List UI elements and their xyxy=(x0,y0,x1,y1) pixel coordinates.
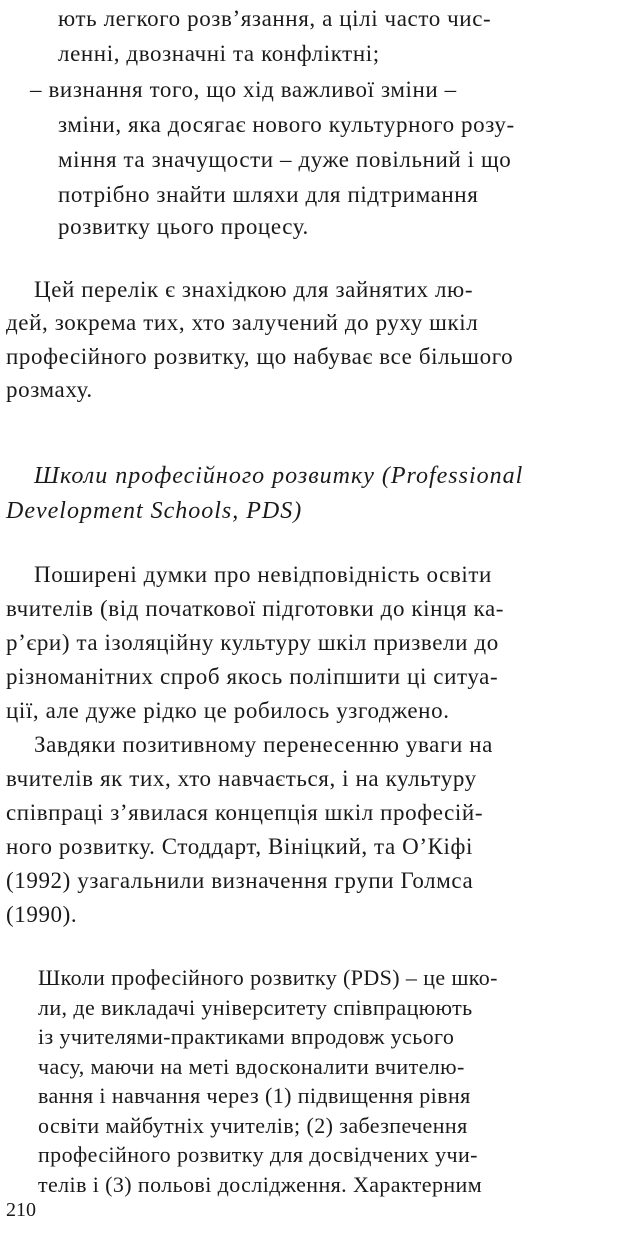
block-quote-line: Школи професійного розвитку (PDS) – це шко- xyxy=(38,965,498,990)
block-quote-line: освіти майбутніх учителів; (2) забезпечення xyxy=(38,1112,468,1138)
paragraph-line: вчителів (від початкової підготовки до кінця ка- xyxy=(6,596,505,621)
paragraph-line: Поширені думки про невідповідність освіти xyxy=(34,562,492,587)
list-continuation-line: ють легкого розв’язання, а цілі часто чис- xyxy=(58,6,492,31)
block-quote-line: вання і навчання через (1) підвищення рівня xyxy=(38,1083,471,1108)
list-item-line: міння та значущости – дуже повільний і що xyxy=(58,147,512,172)
paragraph-line: р’єри) та ізоляційну культуру шкіл призвели до xyxy=(6,630,499,655)
paragraph-line: співпраці з’явилася концепція шкіл професій- xyxy=(6,800,484,825)
section-heading: Школи професійного розвитку (Professional xyxy=(34,463,524,489)
paragraph-line: ції, але дуже рідко це робилось узгоджено. xyxy=(6,698,450,723)
block-quote-line: професійного розвитку для досвідчених учи- xyxy=(38,1142,478,1167)
paragraph-line: вчителів як тих, хто навчається, і на культуру xyxy=(6,766,477,791)
paragraph-line: професійного розвитку, що набуває все більшого xyxy=(6,344,514,369)
list-item-line: розвитку цього процесу. xyxy=(58,214,309,239)
block-quote-line: телів і (3) польові дослідження. Характерним xyxy=(38,1171,483,1197)
paragraph-line: ного розвитку. Стоддарт, Вініцкий, та О’Кіфі xyxy=(6,834,474,859)
paragraph-line: (1992) узагальнили визначення групи Голмса xyxy=(6,868,474,893)
block-quote-line: ли, де викладачі університету співпрацюють xyxy=(38,994,473,1020)
block-quote-line: із учителями-практиками впродовж усього xyxy=(38,1024,455,1049)
section-heading: Development Schools, PDS) xyxy=(6,498,303,524)
paragraph-line: Завдяки позитивному перенесенню уваги на xyxy=(34,732,493,757)
paragraph-line: розмаху. xyxy=(6,377,93,402)
list-item-line: потрібно знайти шляхи для підтримання xyxy=(58,182,479,207)
list-item-line: – визнання того, що хід важливої зміни – xyxy=(30,77,457,102)
list-continuation-line: ленні, двозначні та конфліктні; xyxy=(58,41,380,66)
list-item-line: зміни, яка досягає нового культурного розу- xyxy=(58,112,515,137)
paragraph-line: різноманітних спроб якось поліпшити ці ситуа- xyxy=(6,664,499,689)
paragraph-line: (1990). xyxy=(6,902,78,927)
page-number: 210 xyxy=(6,1199,36,1221)
block-quote-line: часу, маючи на меті вдосконалити вчителю- xyxy=(38,1053,465,1079)
paragraph-line: дей, зокрема тих, хто залучений до руху шкіл xyxy=(6,310,479,335)
paragraph-line: Цей перелік є знахідкою для зайнятих лю- xyxy=(34,277,474,302)
